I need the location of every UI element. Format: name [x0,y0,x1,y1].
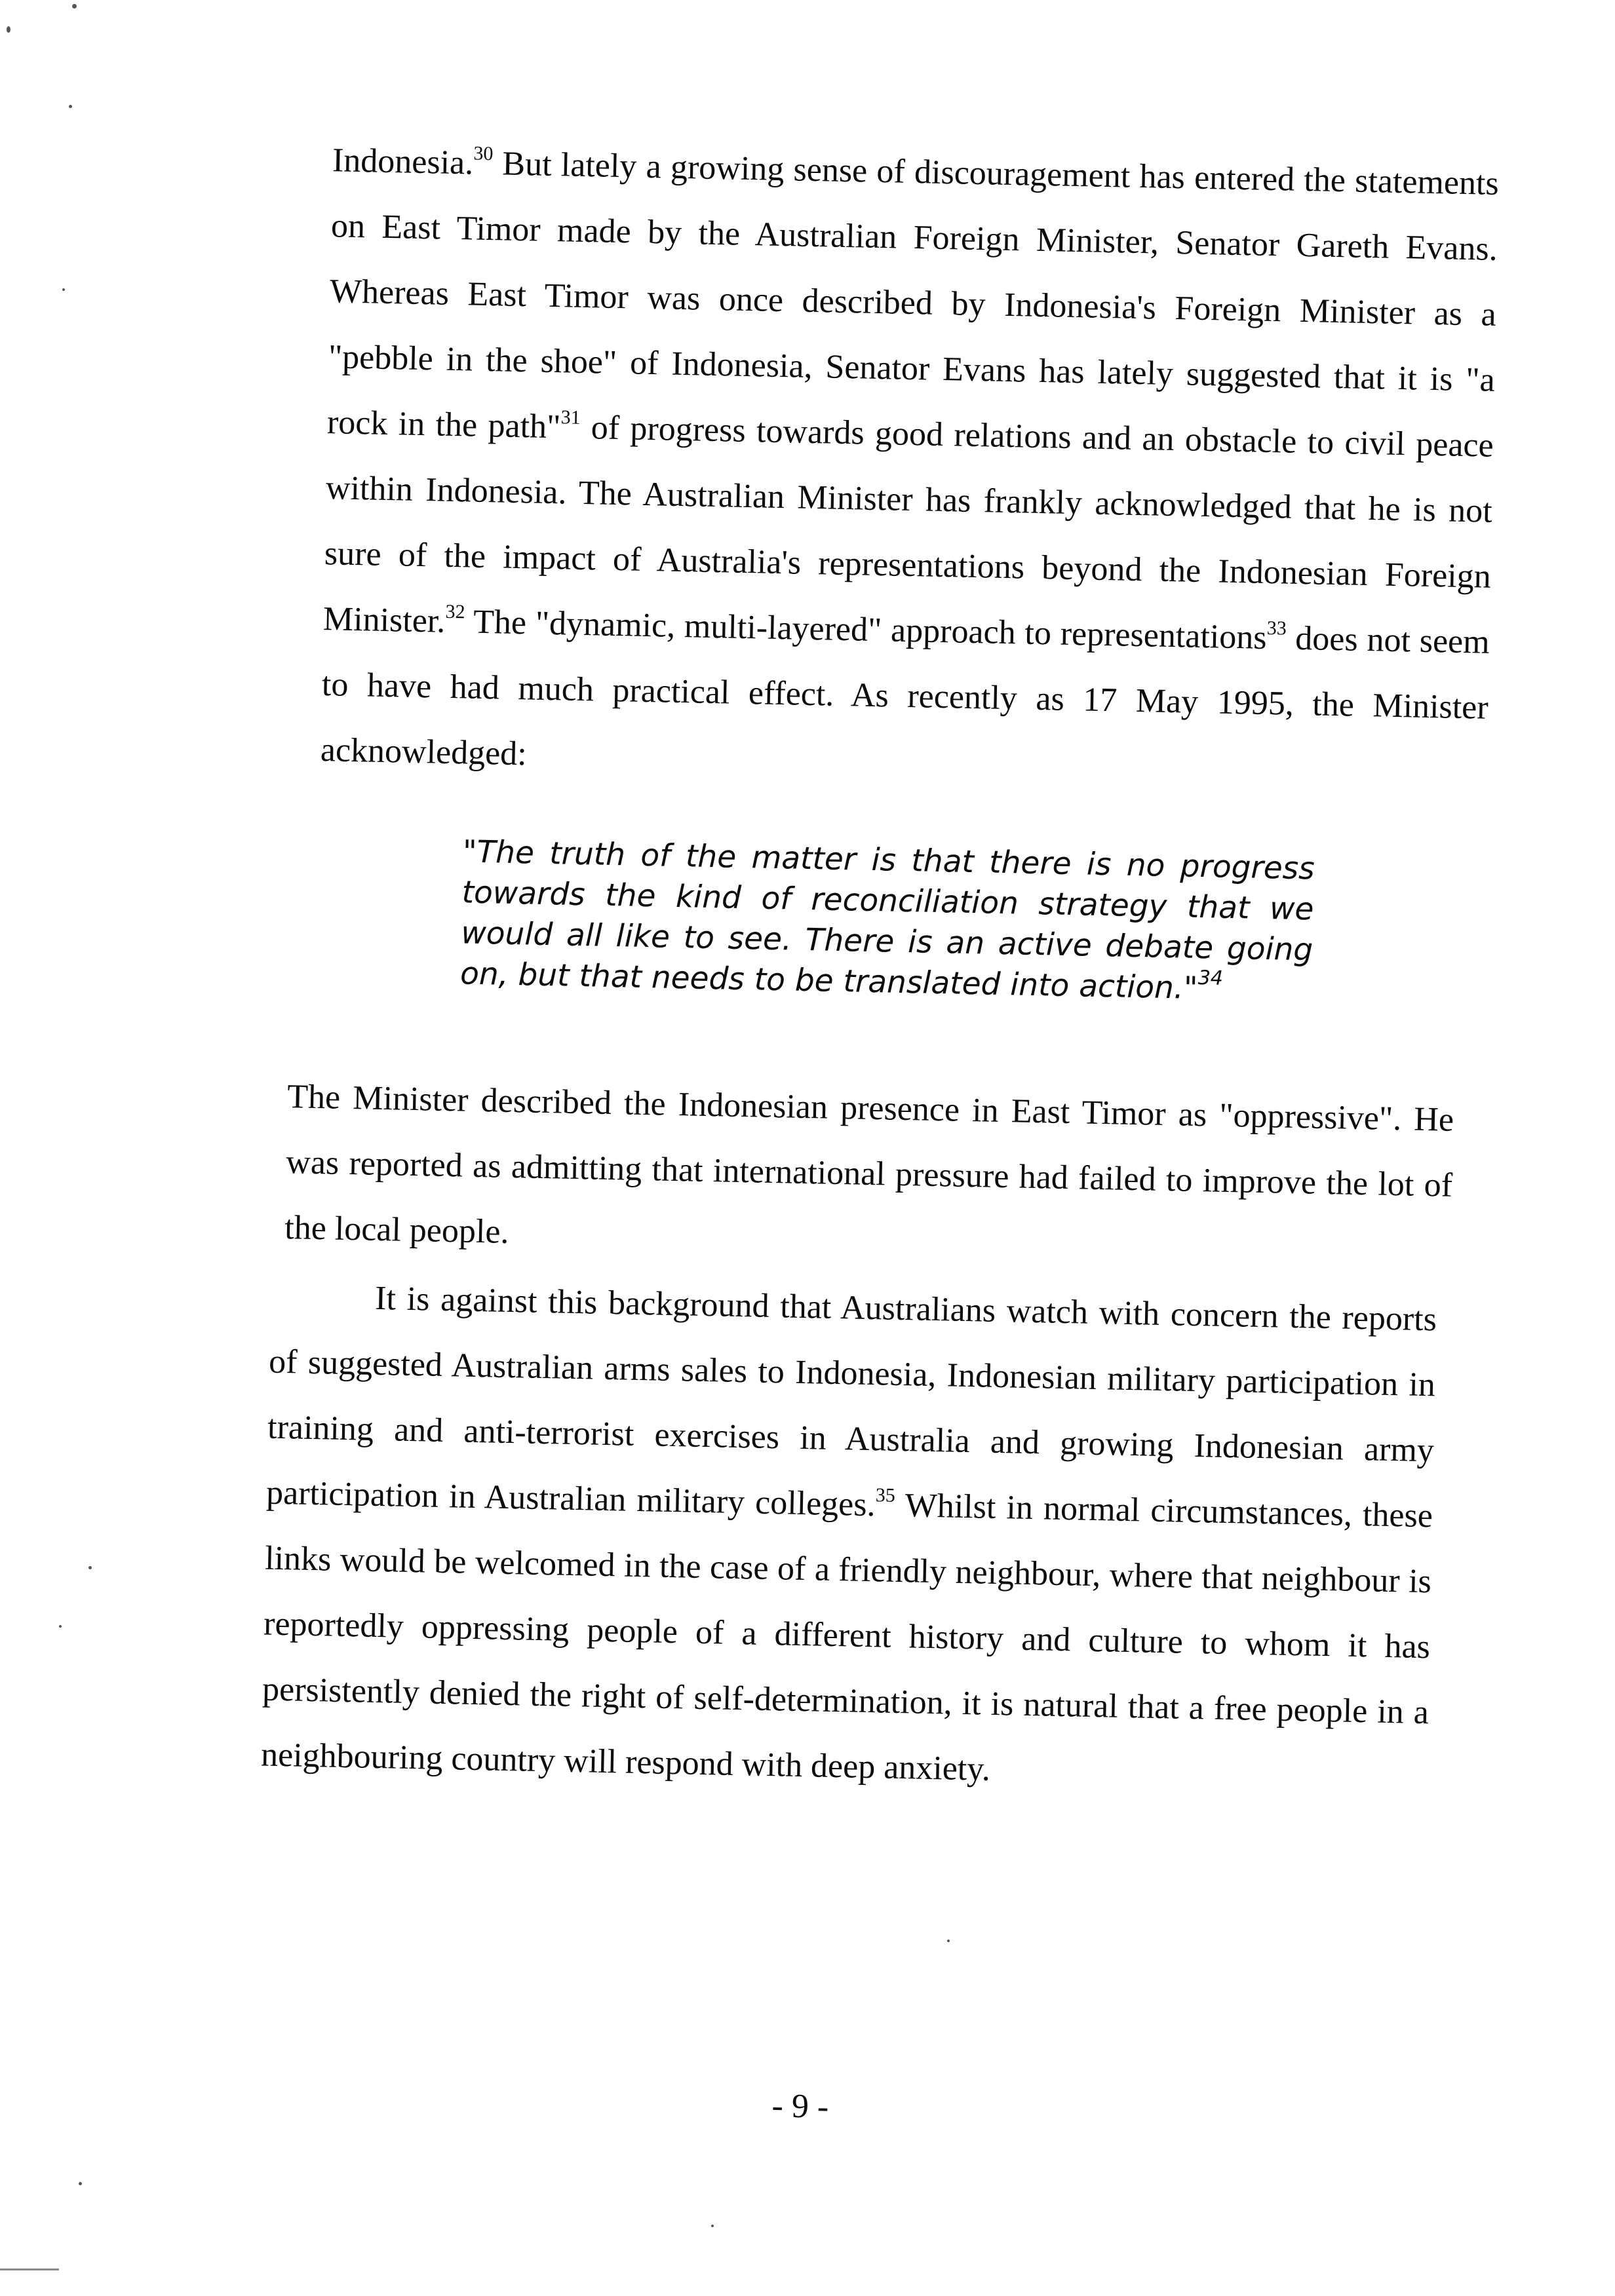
paragraph-3-text-b: Whilst in normal circumstances, these links would be welcomed in the case of a friendly neighbour, where that neighbour is reportedly oppressing people of a different history and culture to whom it has persistently denied the right of self-determination, it is natural that a free people in a neighbouring country will respond with deep anxiety. [260,1486,1433,1788]
footnote-ref-33: 33 [1266,617,1287,640]
scan-speck [59,1625,62,1628]
paragraph-1-text-b: But lately a growing sense of discouragement has entered the statements on East Timor made by the Australian Foreign Minister, Senator Gareth Evans. Whereas East Timor was once described by Indonesia's Foreign Minister as a "pebble in the shoe" of Indonesia, Senator Evans has lately suggested that it is "a rock in the path" [326,145,1500,446]
scan-speck [7,26,10,33]
block-quote [460,832,1315,1011]
footnote-ref-30: 30 [473,142,494,165]
paragraph-1-text-d: The "dynamic, multi-layered" approach to representations [464,603,1268,657]
paragraph-1-text-a: Indonesia. [332,142,474,182]
paragraph-3 [260,1264,1437,1812]
page-number: - 9 - [771,2087,829,2126]
scan-speck [72,4,77,9]
paragraph-2-text: The Minister described the Indonesian presence in East Timor as "oppressive". He was reported as admitting that international pressure had failed to improve the lot of the local people. [284,1078,1454,1251]
paragraph-1 [320,128,1500,807]
footnote-ref-34: 34 [1197,966,1224,990]
paragraph-1-text-c: of progress towards good relations and an obstacle to civil peace within Indonesia. The Australian Minister has frankly acknowledged that he is not sure of the impact of Australia's representations beyond the Indonesian Foreign Minister. [322,408,1494,640]
scan-speck [79,2182,82,2185]
scan-speck [711,2225,714,2227]
footnote-ref-32: 32 [445,600,465,623]
scan-speck [62,288,65,291]
paragraph-3-text-a: It is against this background that Australians watch with concern the reports of suggested Australian arms sales to Indonesia, Indonesian military participation in training and anti-terrorist exercises in Australia and growing Indonesian army participation in Australian military colleges. [265,1279,1437,1524]
block-quote-text: "The truth of the matter is that there is no progress towards the kind of reconciliation strategy that we would all like to see. There is an active debate going on, but that needs to be translated into action." [459,833,1315,1006]
paragraph-2 [284,1064,1454,1284]
paragraph-1-text-e: does not seem to have had much practical effect. As recently as 17 May 1995, the Minister acknowledged: [320,619,1490,773]
footnote-ref-31: 31 [560,406,581,429]
scan-speck [88,1566,92,1569]
scan-edge-mark [0,2268,59,2270]
scan-speck [69,105,72,108]
scan-speck [947,1940,950,1942]
footnote-ref-35: 35 [875,1484,896,1506]
